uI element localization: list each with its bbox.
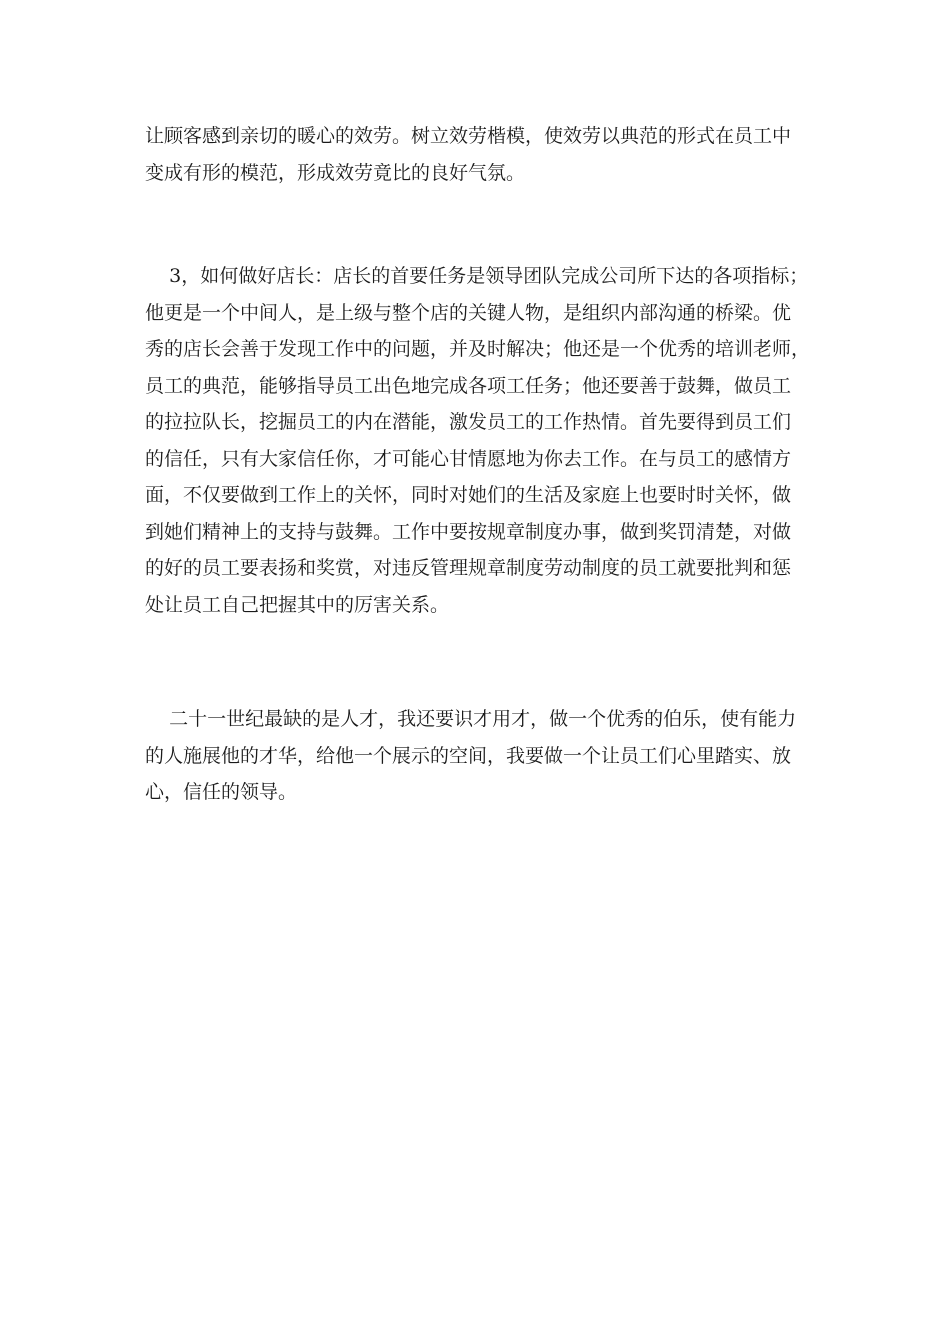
paragraph-service-model — [145, 118, 810, 191]
text-line: 的信任，只有大家信任你，才可能心甘情愿地为你去工作。在与员工的感情方 — [145, 447, 792, 470]
text-line: 变成有形的模范，形成效劳竟比的良好气氛。 — [145, 161, 526, 184]
text-line: 他更是一个中间人，是上级与整个店的关键人物，是组织内部沟通的桥梁。优 — [145, 301, 792, 324]
paragraph-store-manager — [145, 258, 810, 623]
text-line: 的拉拉队长，挖掘员工的内在潜能，激发员工的工作热情。首先要得到员工们 — [145, 411, 792, 433]
text-line: 秀的店长会善于发现工作中的问题，并及时解决；他还是一个优秀的培训老师， — [145, 338, 811, 360]
text-line: 处让员工自己把握其中的厉害关系。 — [145, 593, 450, 616]
text-line: 3，如何做好店长：店长的首要任务是领导团队完成公司所下达的各项指标； — [145, 265, 809, 287]
text-line: 二十一世纪最缺的是人才，我还要识才用才，做一个优秀的伯乐，使有能力 — [145, 708, 797, 730]
text-line: 心，信任的领导。 — [145, 781, 298, 803]
text-line: 员工的典范，能够指导员工出色地完成各项工任务；他还要善于鼓舞，做员工 — [145, 374, 792, 397]
text-line: 的人施展他的才华，给他一个展示的空间，我要做一个让员工们心里踏实、放 — [145, 744, 792, 767]
text-line: 让顾客感到亲切的暖心的效劳。树立效劳楷模，使效劳以典范的形式在员工中 — [145, 125, 792, 147]
text-line: 面，不仅要做到工作上的关怀，同时对她们的生活及家庭上也要时时关怀，做 — [145, 484, 792, 506]
paragraph-talent — [145, 701, 810, 811]
text-line: 的好的员工要表扬和奖赏，对违反管理规章制度劳动制度的员工就要批判和惩 — [145, 557, 792, 579]
text-line: 到她们精神上的支持与鼓舞。工作中要按规章制度办事，做到奖罚清楚，对做 — [145, 520, 792, 543]
